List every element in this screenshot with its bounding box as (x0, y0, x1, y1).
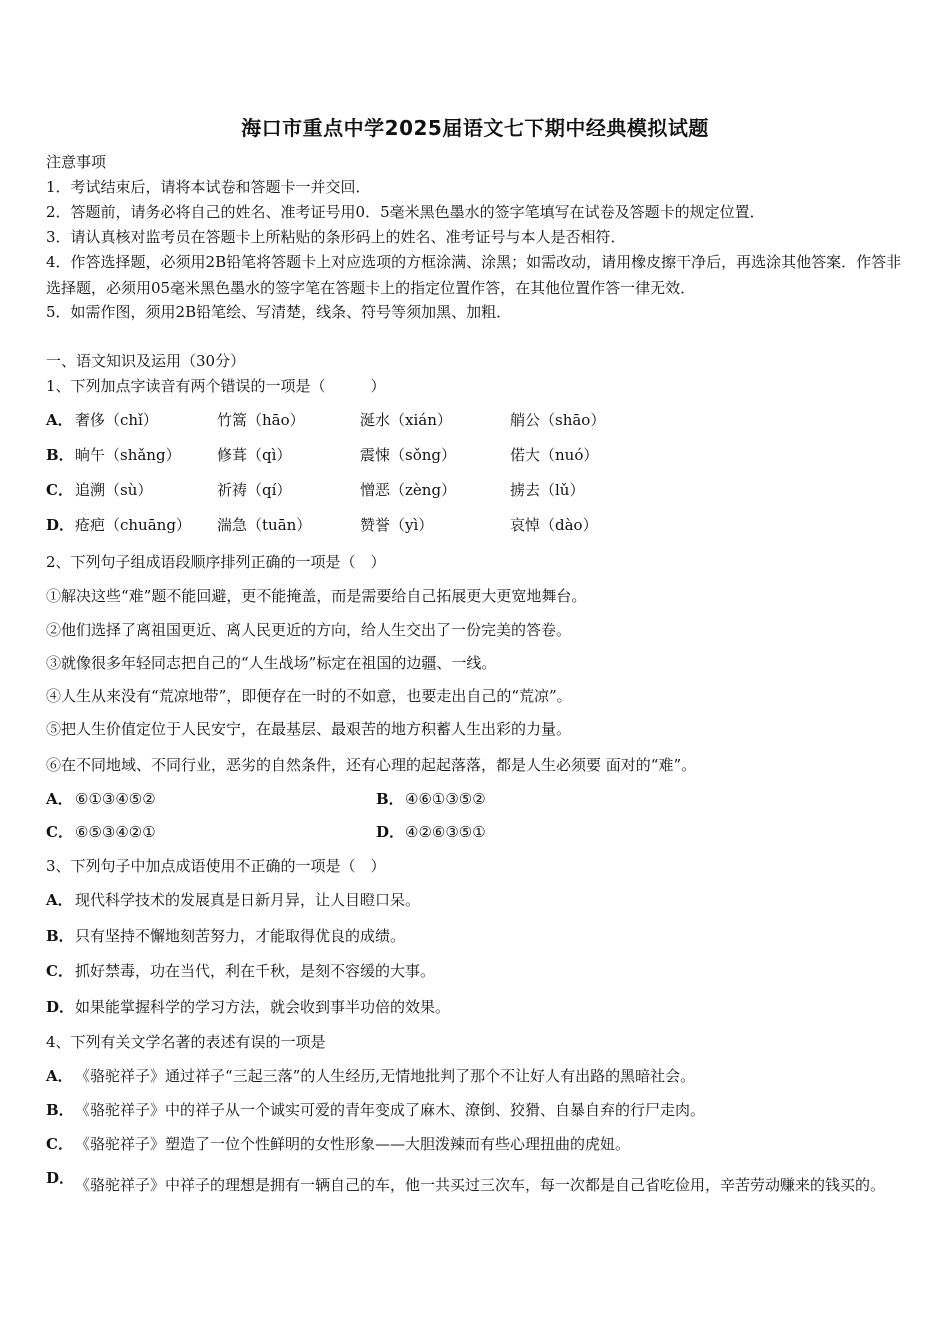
question-stem: 4、下列有关文学名著的表述有误的一项是 (46, 1033, 326, 1051)
option-item: 祈祷（qí） (217, 481, 292, 499)
question-stem: 3、下列句子中加点成语使用不正确的一项是（ ） (46, 857, 386, 875)
notice-item: 5．如需作图，须用2B铅笔绘、写清楚，线条、符号等须加黑、加粗． (46, 303, 512, 321)
option-text: 《骆驼祥子》中的祥子从一个诚实可爱的青年变成了麻木、潦倒、狡猾、自暴自弃的行尸走肉。 (75, 1101, 706, 1119)
option-item: 掳去（lǔ） (510, 481, 585, 499)
option-item: 涎水（xián） (360, 411, 452, 429)
option-label: A． (46, 411, 73, 429)
option-text: ④⑥①③⑤② (405, 790, 486, 808)
option-label: D． (46, 1169, 75, 1187)
question-stem: 2、下列句子组成语段顺序排列正确的一项是（ ） (46, 553, 386, 571)
sentence: ②他们选择了离祖国更近、离人民更近的方向，给人生交出了一份完美的答卷。 (46, 621, 572, 639)
option-label: A． (46, 1067, 73, 1085)
option-label: D． (376, 823, 405, 841)
option-text: 《骆驼祥子》通过祥子“三起三落”的人生经历,无情地批判了那个不让好人有出路的黑暗社会。 (75, 1067, 696, 1085)
option-text: ⑥⑤③④②① (75, 823, 156, 841)
option-text: ⑥①③④⑤② (75, 790, 156, 808)
option-item: 偌大（nuó） (510, 446, 599, 464)
option-label: A． (46, 891, 73, 909)
sentence: ⑤把人生价值定位于人民安宁，在最基层、最艰苦的地方积蓄人生出彩的力量。 (46, 720, 572, 738)
option-text: 《骆驼祥子》塑造了一位个性鲜明的女性形象——大胆泼辣而有些心理扭曲的虎妞。 (75, 1135, 631, 1153)
option-text: 如果能掌握科学的学习方法，就会收到事半功倍的效果。 (75, 998, 451, 1016)
option-label: D． (46, 516, 75, 534)
option-text: 抓好禁毒，功在当代，利在千秋，是刻不容缓的大事。 (75, 962, 436, 980)
option-item: 赞誉（yì） (360, 516, 434, 534)
sentence: ④人生从来没有“荒凉地带”，即便存在一时的不如意，也要走出自己的“荒凉”。 (46, 687, 572, 705)
option-label: C． (46, 481, 73, 499)
option-label: B． (46, 446, 74, 464)
option-item: 竹篙（hāo） (217, 411, 305, 429)
option-label: A． (46, 790, 73, 808)
page-title: 海口市重点中学2025届语文七下期中经典模拟试题 (241, 116, 709, 140)
option-label: C． (46, 823, 73, 841)
option-label: B． (376, 790, 404, 808)
section-heading: 一、语文知识及运用（30分） (46, 352, 246, 370)
option-item: 湍急（tuān） (217, 516, 312, 534)
option-item: 修葺（qì） (217, 446, 292, 464)
sentence: ③就像很多年轻同志把自己的“人生战场”标定在祖国的边疆、一线。 (46, 654, 497, 672)
option-item: 疮疤（chuāng） (75, 516, 191, 534)
sentence: ⑥在不同地域、不同行业，恶劣的自然条件，还有心理的起起落落，都是人生必须要 面对的“难”。 (46, 756, 697, 774)
option-item: 晌午（shǎng） (75, 446, 181, 464)
option-text: ④②⑥③⑤① (405, 823, 486, 841)
option-text: 现代科学技术的发展真是日新月异，让人目瞪口呆。 (75, 891, 421, 909)
option-label: D． (46, 998, 75, 1016)
sentence: ①解决这些“难”题不能回避，更不能掩盖，而是需要给自己拓展更大更宽地舞台。 (46, 587, 587, 605)
option-label: C． (46, 1135, 73, 1153)
option-label: C． (46, 962, 73, 980)
option-item: 追溯（sù） (75, 481, 153, 499)
notice-heading: 注意事项 (46, 153, 107, 171)
notice-item: 2．答题前，请务必将自己的姓名、准考证号用0．5毫米黑色墨水的签字笔填写在试卷及答题卡的规定位置． (46, 203, 765, 221)
option-label: B． (46, 927, 74, 945)
notice-item: 4．作答选择题，必须用2B铅笔将答题卡上对应选项的方框涂满、涂黑；如需改动，请用橡皮擦干净后，再选涂其他答案．作答非选择题，必须用05毫米黑色墨水的签字笔在答题卡上的指定位置作答，在其他位置作答一律无效． (46, 253, 902, 297)
option-text: 《骆驼祥子》中祥子的理想是拥有一辆自己的车，他一共买过三次车，每一次都是自己省吃俭用，辛苦劳动赚来的钱买的。 (75, 1176, 886, 1194)
question-stem: 1、下列加点字读音有两个错误的一项是（ ） (46, 377, 386, 395)
option-item: 憎恶（zèng） (360, 481, 457, 499)
option-label: B． (46, 1101, 74, 1119)
option-text: 只有坚持不懈地刻苦努力，才能取得优良的成绩。 (75, 927, 406, 945)
notice-item: 1．考试结束后，请将本试卷和答题卡一并交回． (46, 178, 371, 196)
option-item: 奢侈（chǐ） (75, 411, 158, 429)
option-item: 震悚（sǒng） (360, 446, 456, 464)
option-item: 哀悼（dào） (510, 516, 598, 534)
notice-item: 3．请认真核对监考员在答题卡上所粘贴的条形码上的姓名、准考证号与本人是否相符． (46, 228, 626, 246)
option-item: 艄公（shāo） (510, 411, 606, 429)
